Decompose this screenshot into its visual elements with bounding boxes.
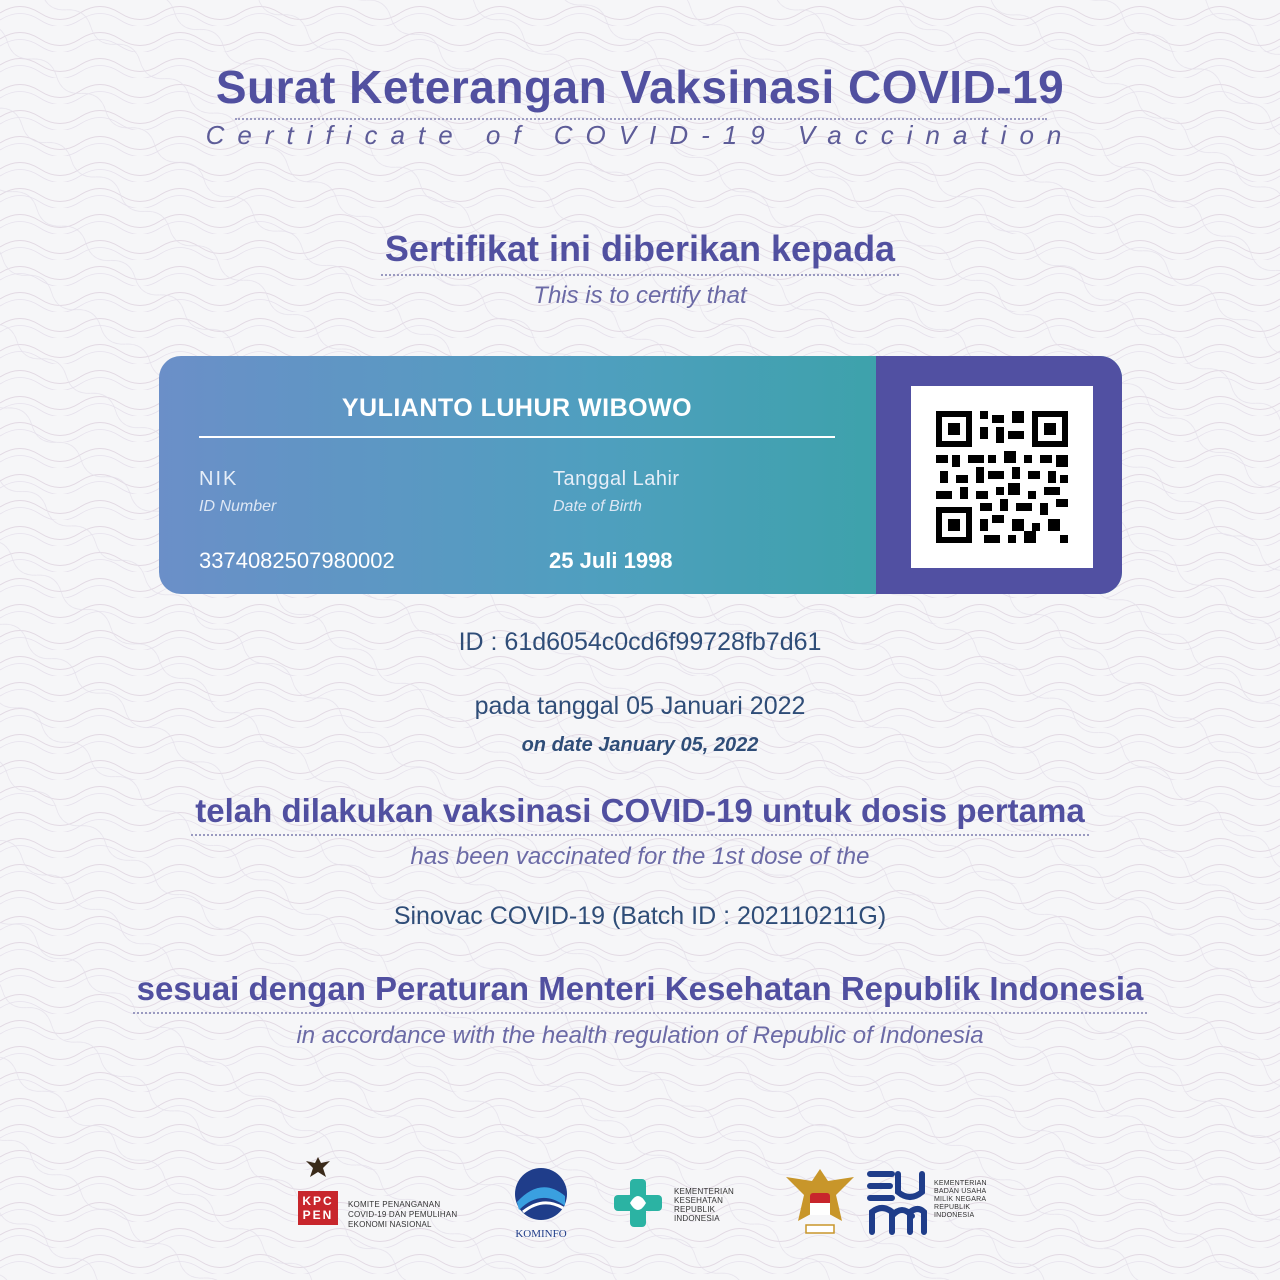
certificate-title: Surat Keterangan Vaksinasi COVID-19 bbox=[215, 61, 1065, 113]
bumn-text-4: REPUBLIK bbox=[934, 1204, 971, 1211]
kominfo-text: KOMINFO bbox=[515, 1228, 567, 1240]
vaccine-batch: Sinovac COVID-19 (Batch ID : 202110211G) bbox=[393, 902, 887, 930]
nik-label: NIK bbox=[199, 468, 239, 490]
holder-card bbox=[159, 356, 1122, 594]
kpcpen-logo bbox=[298, 1155, 473, 1245]
bumn-text-2: BADAN USAHA bbox=[934, 1188, 987, 1195]
qr-panel bbox=[876, 356, 1122, 594]
regulation-statement bbox=[0, 970, 1280, 1014]
kominfo-logo bbox=[505, 1166, 577, 1246]
kemenkes-icon bbox=[610, 1175, 666, 1231]
nik-value: 3374082507980002 bbox=[199, 548, 395, 573]
kemenkes-text-2: KESEHATAN bbox=[674, 1196, 724, 1205]
garuda-pancasila-icon bbox=[784, 1165, 856, 1240]
dob-label-en: Date of Birth bbox=[553, 498, 642, 515]
certify-heading-en: This is to certify that bbox=[533, 282, 747, 309]
name-divider bbox=[199, 436, 835, 438]
kpcpen-text-2: COVID-19 DAN PEMULIHAN bbox=[348, 1210, 458, 1219]
qr-code-icon bbox=[936, 411, 1068, 543]
vaccination-statement bbox=[0, 792, 1280, 836]
footer-logos bbox=[0, 1150, 1280, 1250]
certify-heading bbox=[0, 228, 1280, 276]
certificate-subtitle: Certificate of COVID-19 Vaccination bbox=[205, 120, 1075, 150]
bumn-text-3: MILIK NEGARA bbox=[934, 1196, 987, 1203]
kpcpen-text-1: KOMITE PENANGANAN bbox=[348, 1200, 441, 1209]
certificate-id: ID : 61d6054c0cd6f99728fb7d61 bbox=[458, 628, 822, 656]
qr-code[interactable] bbox=[911, 386, 1093, 568]
garuda-logo bbox=[784, 1165, 856, 1240]
dob-value: 25 Juli 1998 bbox=[549, 548, 673, 573]
kpcpen-text-3: EKONOMI NASIONAL bbox=[348, 1220, 432, 1229]
holder-name: YULIANTO LUHUR WIBOWO bbox=[341, 394, 693, 422]
vaccination-statement-text: telah dilakukan vaksinasi COVID-19 untuk dosis pertama bbox=[191, 792, 1088, 836]
garuda-small-icon bbox=[304, 1155, 332, 1183]
kemenkes-logo bbox=[610, 1175, 750, 1235]
bumn-text-1: KEMENTERIAN bbox=[934, 1180, 987, 1187]
kpcpen-mark-2: PEN bbox=[302, 1208, 334, 1222]
kominfo-icon bbox=[513, 1166, 569, 1222]
regulation-statement-text: sesuai dengan Peraturan Menteri Kesehatan Republik Indonesia bbox=[133, 970, 1148, 1014]
vaccination-date: pada tanggal 05 Januari 2022 bbox=[474, 692, 806, 720]
vaccination-statement-en: has been vaccinated for the 1st dose of the bbox=[410, 843, 870, 870]
certify-heading-text: Sertifikat ini diberikan kepada bbox=[381, 228, 899, 276]
kemenkes-text-3: REPUBLIK bbox=[674, 1205, 716, 1214]
bumn-logo bbox=[866, 1168, 996, 1238]
vaccination-date-en: on date January 05, 2022 bbox=[521, 734, 759, 756]
kemenkes-text-1: KEMENTERIAN bbox=[674, 1187, 734, 1196]
bumn-icon bbox=[866, 1168, 928, 1236]
regulation-statement-en: in accordance with the health regulation of Republic of Indonesia bbox=[296, 1022, 984, 1049]
bumn-text-5: INDONESIA bbox=[934, 1212, 975, 1219]
kemenkes-text-4: INDONESIA bbox=[674, 1214, 720, 1223]
dob-label: Tanggal Lahir bbox=[553, 468, 680, 490]
kpcpen-mark-1: KPC bbox=[302, 1194, 334, 1208]
nik-label-en: ID Number bbox=[199, 498, 277, 515]
